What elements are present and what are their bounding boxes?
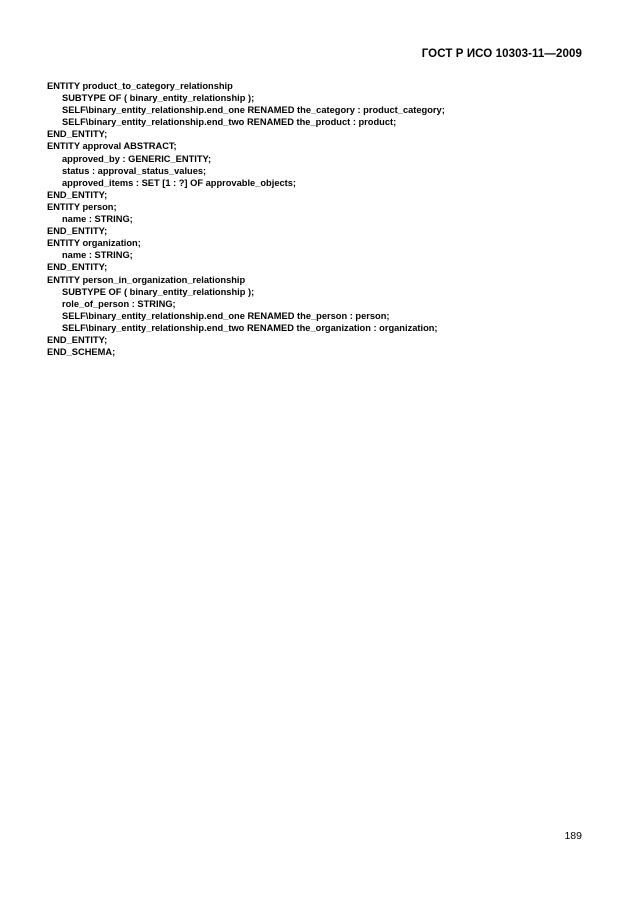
code-line: SELF\binary_entity_relationship.end_one RENAMED the_category : product_category; xyxy=(62,105,445,116)
code-line: END_ENTITY; xyxy=(47,334,108,345)
code-line: SUBTYPE OF ( binary_entity_relationship ); xyxy=(62,286,255,297)
code-line: SELF\binary_entity_relationship.end_two RENAMED the_organization : organization; xyxy=(62,322,438,333)
code-line: ENTITY person_in_organization_relationship xyxy=(47,274,246,285)
express-code-listing xyxy=(47,80,587,358)
page-header-standard-id: ГОСТ Р ИСО 10303-11—2009 xyxy=(421,48,582,60)
code-line: approved_by : GENERIC_ENTITY; xyxy=(62,153,212,164)
code-line: END_ENTITY; xyxy=(47,189,108,200)
code-line: approved_items : SET [1 : ?] OF approvable_objects; xyxy=(62,177,297,188)
code-line: SELF\binary_entity_relationship.end_one RENAMED the_person : person; xyxy=(62,310,390,321)
code-line: name : STRING; xyxy=(62,214,133,225)
code-line: ENTITY product_to_category_relationship xyxy=(47,81,233,91)
code-line: ENTITY person; xyxy=(47,201,117,212)
code-line: ENTITY organization; xyxy=(47,238,141,249)
code-line: ENTITY approval ABSTRACT; xyxy=(47,141,177,152)
code-line: SUBTYPE OF ( binary_entity_relationship ); xyxy=(62,93,255,104)
code-line: END_ENTITY; xyxy=(47,129,108,140)
code-line: END_ENTITY; xyxy=(47,226,108,237)
page-number: 189 xyxy=(564,830,582,842)
code-line: name : STRING; xyxy=(62,250,133,261)
code-line: END_ENTITY; xyxy=(47,262,108,273)
code-line: status : approval_status_values; xyxy=(62,165,207,176)
code-line: SELF\binary_entity_relationship.end_two RENAMED the_product : product; xyxy=(62,117,397,128)
code-line: role_of_person : STRING; xyxy=(62,298,176,309)
code-line: END_SCHEMA; xyxy=(47,347,116,358)
